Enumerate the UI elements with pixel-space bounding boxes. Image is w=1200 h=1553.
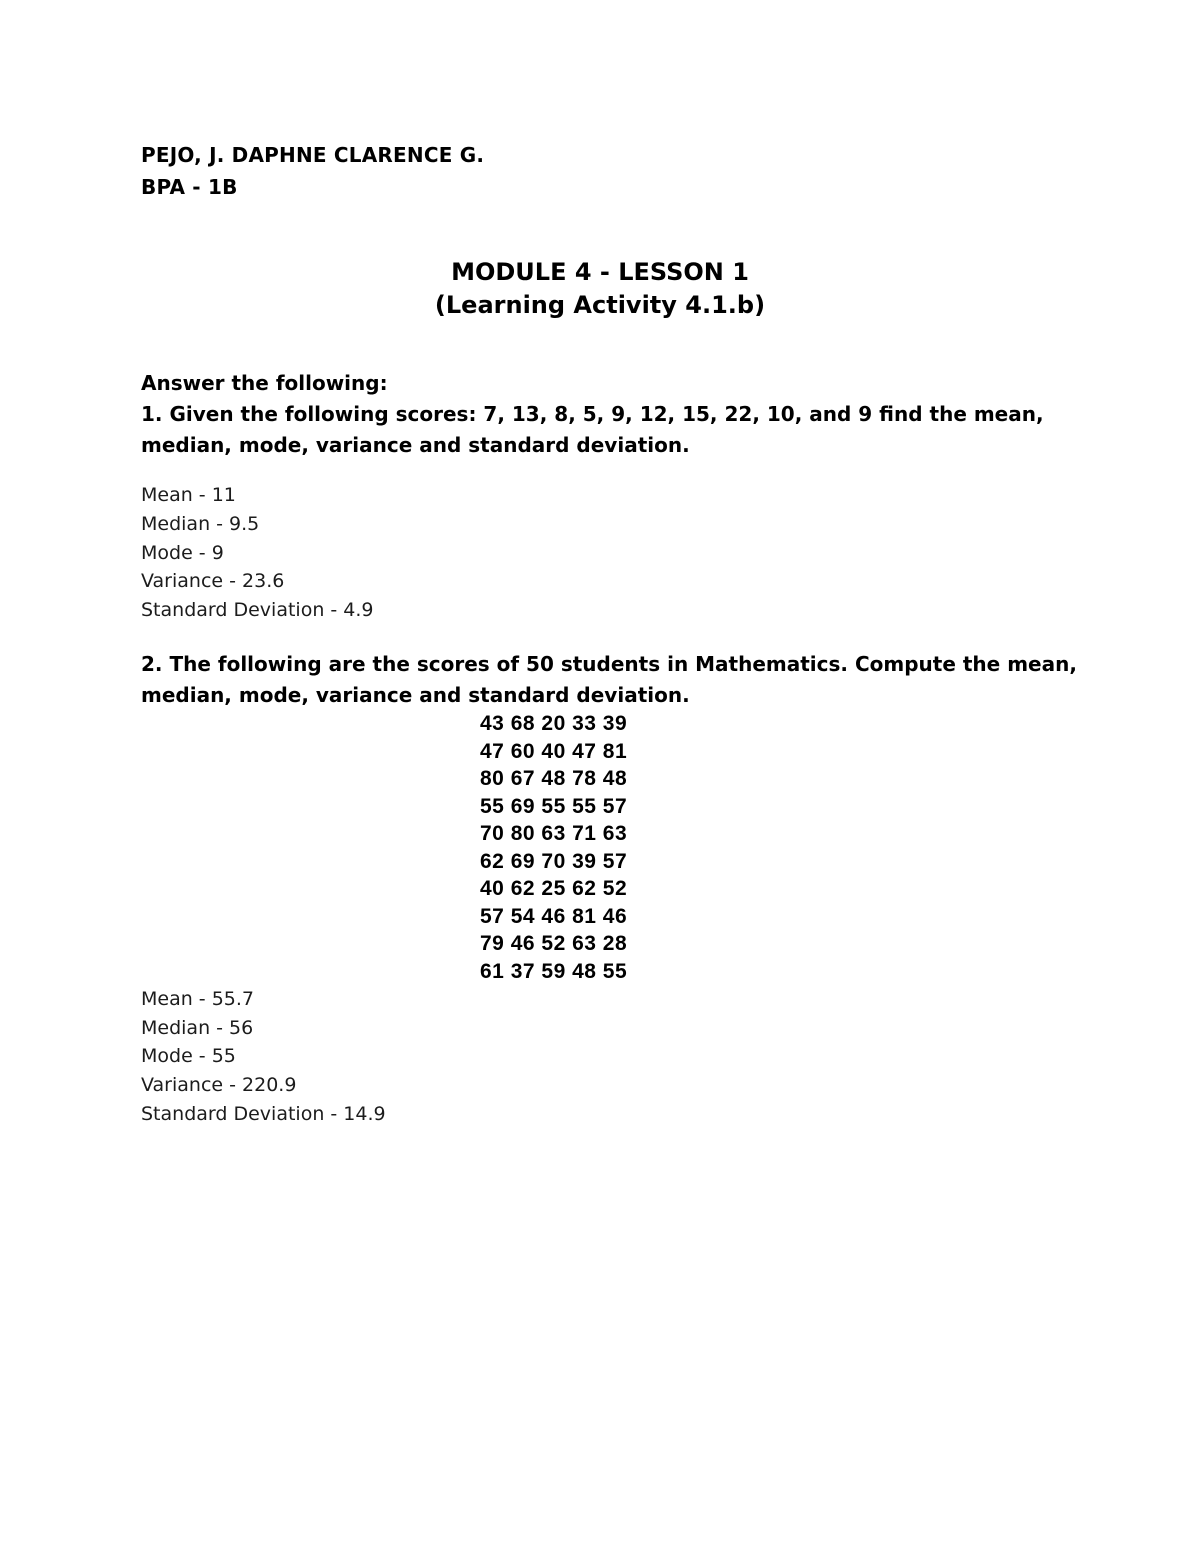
q2-answer-mode: Mode - 55: [141, 1045, 236, 1067]
score-row: 43 68 20 33 39: [480, 712, 628, 735]
q1-answer-median: Median - 9.5: [141, 513, 260, 535]
score-row: 61 37 59 48 55: [480, 959, 628, 983]
q1-answer-mean: Mean - 11: [141, 484, 236, 506]
score-row: 55 69 55 55 57: [480, 794, 628, 818]
score-row: 70 80 63 71 63: [480, 822, 628, 845]
question1-line2: median, mode, variance and standard deviation.: [141, 433, 690, 457]
score-row: 47 60 40 47 81: [480, 739, 628, 763]
module-title: MODULE 4 - LESSON 1: [451, 258, 749, 286]
score-row: 62 69 70 39 57: [480, 849, 628, 873]
scores-table: [480, 710, 740, 985]
score-row: 57 54 46 81 46: [480, 904, 628, 928]
score-row: 80 67 48 78 48: [480, 767, 628, 790]
question2-line1: 2. The following are the scores of 50 students in Mathematics. Compute the mean,: [141, 652, 1077, 676]
q2-answer-variance: Variance - 220.9: [141, 1074, 297, 1096]
q1-answer-std-dev: Standard Deviation - 4.9: [141, 599, 374, 621]
question2-line2: median, mode, variance and standard deviation.: [141, 683, 690, 707]
q1-answer-mode: Mode - 9: [141, 542, 224, 564]
q2-answer-median: Median - 56: [141, 1017, 254, 1039]
student-name: PEJO, J. DAPHNE CLARENCE G.: [141, 143, 485, 167]
q1-answer-variance: Variance - 23.6: [141, 570, 285, 592]
score-row: 79 46 52 63 28: [480, 932, 628, 955]
question1-line1: 1. Given the following scores: 7, 13, 8, 5, 9, 12, 15, 22, 10, and 9 find the mean,: [141, 402, 1044, 426]
instructions: Answer the following:: [141, 371, 388, 395]
score-row: 40 62 25 62 52: [480, 877, 628, 900]
q2-answer-std-dev: Standard Deviation - 14.9: [141, 1103, 386, 1125]
student-section: BPA - 1B: [141, 175, 238, 199]
q2-answer-mean: Mean - 55.7: [141, 988, 255, 1010]
activity-subtitle: (Learning Activity 4.1.b): [434, 291, 766, 319]
